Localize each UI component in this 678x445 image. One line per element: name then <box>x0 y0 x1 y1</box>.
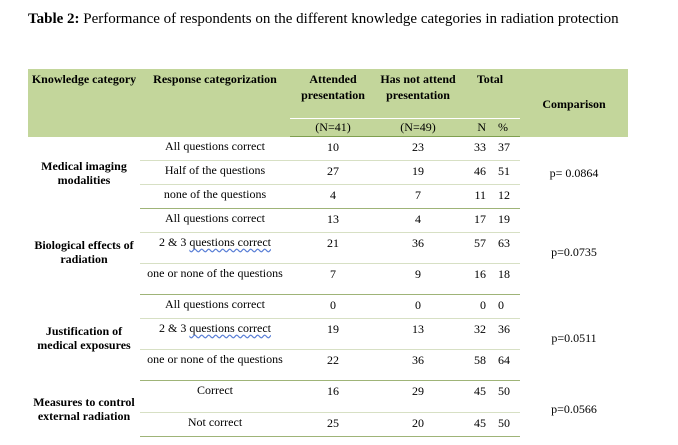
not-attended-cell: 23 <box>376 137 460 161</box>
response-cell: All questions correct <box>140 209 290 233</box>
attended-cell: 22 <box>290 350 376 381</box>
total-n-cell: 33 <box>460 137 492 161</box>
not-attended-cell: 4 <box>376 209 460 233</box>
table-row <box>28 381 628 413</box>
response-cell <box>140 233 290 264</box>
header-response-categorization: Response categorization <box>140 69 290 137</box>
response-cell <box>140 319 290 350</box>
header-knowledge-category: Knowledge category <box>28 69 140 137</box>
attended-cell: 7 <box>290 264 376 295</box>
category-cell: Medical imaging modalities <box>41 158 127 187</box>
attended-cell: 19 <box>290 319 376 350</box>
attended-cell: 4 <box>290 185 376 209</box>
total-pct-cell: 50 <box>492 413 520 437</box>
not-attended-cell: 29 <box>376 381 460 413</box>
total-pct-cell: 64 <box>492 350 520 381</box>
header-attended-n: (N=41) <box>290 119 376 137</box>
total-n-cell: 0 <box>460 295 492 319</box>
table-row <box>28 137 628 161</box>
total-n-cell: 16 <box>460 264 492 295</box>
response-prefix: 2 & 3 <box>159 235 190 249</box>
total-n-cell: 46 <box>460 161 492 185</box>
total-n-cell: 45 <box>460 381 492 413</box>
total-n-cell: 17 <box>460 209 492 233</box>
caption-label: Table 2: <box>28 11 80 27</box>
attended-cell: 27 <box>290 161 376 185</box>
response-cell: Half of the questions <box>140 161 290 185</box>
knowledge-table <box>28 69 628 437</box>
response-prefix: 2 & 3 <box>159 321 190 335</box>
attended-cell: 10 <box>290 137 376 161</box>
total-n-cell: 58 <box>460 350 492 381</box>
header-not-attended: Has not attend presentation <box>376 69 460 119</box>
not-attended-cell: 36 <box>376 233 460 264</box>
total-pct-cell: 36 <box>492 319 520 350</box>
comparison-cell: p= 0.0864 <box>549 165 599 180</box>
header-comparison: Comparison <box>520 69 628 137</box>
header-total: Total <box>460 69 520 119</box>
comparison-cell: p=0.0735 <box>551 244 597 259</box>
total-pct-cell: 50 <box>492 381 520 413</box>
total-n-cell: 57 <box>460 233 492 264</box>
total-n-cell: 45 <box>460 413 492 437</box>
category-cell: Biological effects of radiation <box>34 237 134 266</box>
total-n-cell: 32 <box>460 319 492 350</box>
header-not-attended-n: (N=49) <box>376 119 460 137</box>
category-cell: Measures to control external radiation <box>33 394 135 423</box>
response-cell: Not correct <box>140 413 290 437</box>
total-pct-cell: 63 <box>492 233 520 264</box>
header-total-n: N <box>460 119 492 137</box>
total-pct-cell: 12 <box>492 185 520 209</box>
not-attended-cell: 9 <box>376 264 460 295</box>
attended-cell: 21 <box>290 233 376 264</box>
response-cell: one or none of the questions <box>140 350 290 381</box>
attended-cell: 16 <box>290 381 376 413</box>
attended-cell: 13 <box>290 209 376 233</box>
response-cell: All questions correct <box>140 295 290 319</box>
not-attended-cell: 19 <box>376 161 460 185</box>
table-caption <box>28 6 628 33</box>
total-n-cell: 11 <box>460 185 492 209</box>
not-attended-cell: 7 <box>376 185 460 209</box>
total-pct-cell: 37 <box>492 137 520 161</box>
response-underlined: questions correct <box>189 235 271 249</box>
total-pct-cell: 51 <box>492 161 520 185</box>
response-underlined: questions correct <box>189 321 271 335</box>
table-row <box>28 295 628 319</box>
header-total-pct: % <box>492 119 520 137</box>
total-pct-cell: 0 <box>492 295 520 319</box>
attended-cell: 25 <box>290 413 376 437</box>
comparison-cell: p=0.0511 <box>551 330 597 345</box>
response-cell: one or none of the questions <box>140 264 290 295</box>
comparison-cell: p=0.0566 <box>551 401 597 416</box>
not-attended-cell: 0 <box>376 295 460 319</box>
attended-cell: 0 <box>290 295 376 319</box>
table-row <box>28 209 628 233</box>
header-attended: Attended presentation <box>290 69 376 119</box>
not-attended-cell: 20 <box>376 413 460 437</box>
category-cell: Justification of medical exposures <box>37 323 131 352</box>
total-pct-cell: 18 <box>492 264 520 295</box>
response-cell: none of the questions <box>140 185 290 209</box>
response-cell: Correct <box>140 381 290 413</box>
not-attended-cell: 13 <box>376 319 460 350</box>
response-cell: All questions correct <box>140 137 290 161</box>
not-attended-cell: 36 <box>376 350 460 381</box>
total-pct-cell: 19 <box>492 209 520 233</box>
caption-text: Performance of respondents on the different knowledge categories in radiation protection <box>79 11 619 27</box>
